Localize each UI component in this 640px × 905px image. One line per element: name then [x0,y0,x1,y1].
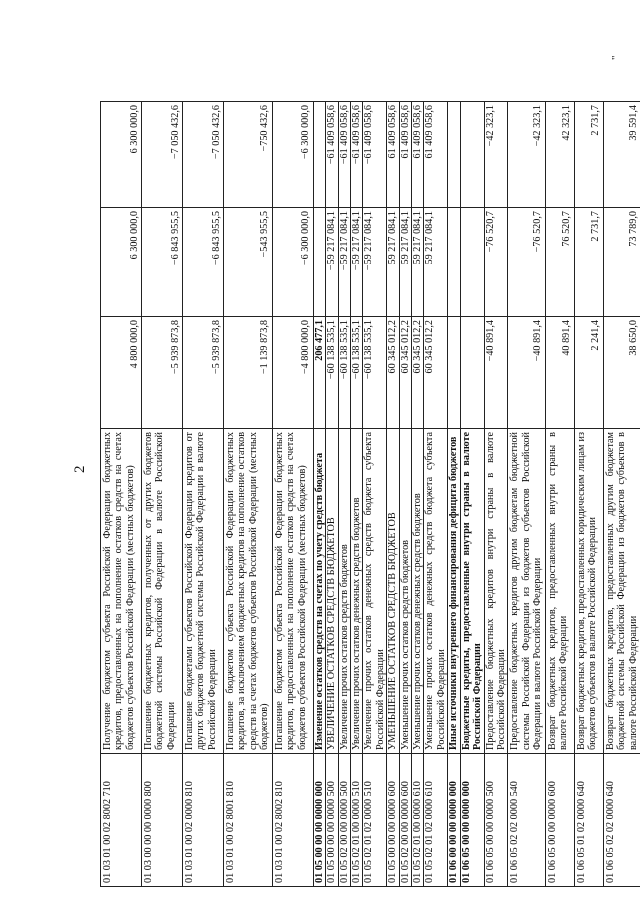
name-cell: Погашение бюджетом субъекта Российской Федерации бюджетных кредитов, за исключением бюджетных кредитов на пополнение остатков средств на счетах бюджетов субъектов Российской Федерации (местных бюджетов) [224,429,273,754]
value-cell-2: 76 520,7 [545,208,574,317]
value-cell-1 [448,317,460,429]
table-row [424,102,448,887]
value-cell-2 [460,208,484,317]
value-cell-1: −5 939 873,8 [142,317,183,429]
value-cell-2: 59 217 084,1 [399,208,411,317]
code-cell: 01 05 02 01 02 0000 510 [363,754,387,887]
code-cell: 01 03 01 00 02 8001 810 [224,754,273,887]
code-cell: 01 06 05 02 02 0000 640 [603,754,640,887]
table-row [448,102,460,887]
name-cell: Погашение бюджетных кредитов, полученных от других бюджетов бюджетной системы Российской Федерации в валюте Российской Федерации [142,429,183,754]
value-cell-3: −7 050 432,6 [183,102,224,208]
value-cell-2: −59 217 084,1 [326,208,338,317]
value-cell-2: 73 789,0 [603,208,640,317]
code-cell: 01 05 02 01 00 0000 610 [412,754,424,887]
value-cell-3: 61 409 058,6 [412,102,424,208]
value-cell-3: 61 409 058,6 [399,102,411,208]
table-row [574,102,603,887]
value-cell-2: 2 731,7 [574,208,603,317]
name-cell: Уменьшение прочих остатков денежных средств бюджета субъекта Российской Федерации [424,429,448,754]
table-row [101,102,142,887]
value-cell-2: −76 520,7 [508,208,545,317]
table-row [387,102,399,887]
code-cell: 01 05 02 01 02 0000 610 [424,754,448,887]
name-cell: Возврат бюджетных кредитов, предоставленных другим бюджетам бюджетной системы Российской Федерации из бюджетов субъектов в валюте Российской Федерации [603,429,640,754]
name-cell: УМЕНЬШЕНИЕ ОСТАТКОВ СРЕДСТВ БЮДЖЕТОВ [387,429,399,754]
value-cell-1: −40 891,4 [508,317,545,429]
value-cell-2: −59 217 084,1 [350,208,362,317]
value-cell-1: −5 939 873,8 [183,317,224,429]
name-cell: Увеличение прочих остатков денежных средств бюджетов [350,429,362,754]
name-cell: Погашение бюджетом субъекта Российской Федерации бюджетных кредитов, предоставленных на пополнение остатков средств на счетах бюджетов субъектов Российской Федерации (местных бюджетов) [272,429,313,754]
code-cell: 01 06 00 00 00 0000 000 [448,754,460,887]
table-row [399,102,411,887]
value-cell-3: −61 409 058,6 [326,102,338,208]
name-cell: Предоставление бюджетных кредитов другим бюджетам бюджетной системы Российской Федерации из бюджетов субъектов Российской Федерации в валюте Российской Федерации [508,429,545,754]
name-cell: Уменьшение прочих остатков денежных средств бюджетов [412,429,424,754]
value-cell-3: 61 409 058,6 [424,102,448,208]
table-row [350,102,362,887]
code-cell: 01 06 05 01 02 0000 640 [574,754,603,887]
value-cell-2: −6 843 955,5 [183,208,224,317]
value-cell-1: 60 345 012,2 [387,317,399,429]
value-cell-2 [448,208,460,317]
value-cell-3: −6 300 000,0 [272,102,313,208]
name-cell: Увеличение прочих остатков средств бюджетов [338,429,350,754]
table-row [272,102,313,887]
value-cell-1: −40 891,4 [484,317,508,429]
table-row [484,102,508,887]
code-cell: 01 05 00 00 00 0000 000 [313,754,325,887]
value-cell-3: −42 323,1 [508,102,545,208]
code-cell: 01 05 02 00 00 0000 500 [338,754,350,887]
value-cell-1: 38 650,0 [603,317,640,429]
value-cell-2: 59 217 084,1 [387,208,399,317]
name-cell: Уменьшение прочих остатков средств бюджетов [399,429,411,754]
value-cell-2: −6 300 000,0 [272,208,313,317]
value-cell-2: −59 217 084,1 [363,208,387,317]
value-cell-2: −543 955,5 [224,208,273,317]
table-row [603,102,640,887]
name-cell: Предоставление бюджетных кредитов внутри страны в валюте Российской Федерации [484,429,508,754]
table-row [326,102,338,887]
name-cell: Возврат бюджетных кредитов, предоставленных внутри страны в валюте Российской Федерации [545,429,574,754]
value-cell-1: −4 800 000,0 [272,317,313,429]
name-cell: Увеличение прочих остатков денежных средств бюджета субъекта Российской Федерации [363,429,387,754]
name-cell: Иные источники внутреннего финансирования дефицита бюджетов [448,429,460,754]
value-cell-1: −60 138 535,1 [338,317,350,429]
name-cell: Бюджетные кредиты, предоставленные внутри страны в валюте Российской Федерации [460,429,484,754]
code-cell: 01 06 05 00 00 0000 500 [484,754,508,887]
value-cell-3: −7 050 432,6 [142,102,183,208]
value-cell-1: 60 345 012,2 [424,317,448,429]
value-cell-1: 60 345 012,2 [412,317,424,429]
value-cell-2: −59 217 084,1 [338,208,350,317]
value-cell-2: −76 520,7 [484,208,508,317]
code-cell: 01 06 05 02 02 0000 540 [508,754,545,887]
value-cell-1: 60 345 012,2 [399,317,411,429]
code-cell: 01 05 00 00 00 0000 500 [326,754,338,887]
code-cell: 01 05 02 01 00 0000 510 [350,754,362,887]
table-row [508,102,545,887]
code-cell: 01 03 01 00 02 0000 810 [183,754,224,887]
value-cell-3: 61 409 058,6 [387,102,399,208]
value-cell-3: −750 432,6 [224,102,273,208]
page-number: 2 [72,465,88,473]
table-row [412,102,424,887]
code-cell: 01 03 00 00 00 0000 800 [142,754,183,887]
name-cell: Изменение остатков средств на счетах по учету средств бюджета [313,429,325,754]
value-cell-3: −61 409 058,6 [363,102,387,208]
value-cell-3: 39 591,4 [603,102,640,208]
table-row [313,102,325,887]
value-cell-3 [460,102,484,208]
value-cell-3: −61 409 058,6 [338,102,350,208]
value-cell-1: −60 138 535,1 [350,317,362,429]
table-row [224,102,273,887]
value-cell-2 [313,208,325,317]
value-cell-1: 2 241,4 [574,317,603,429]
budget-sources-table [100,101,640,887]
table-row [460,102,484,887]
value-cell-1: −1 139 873,8 [224,317,273,429]
value-cell-1: 206 477,1 [313,317,325,429]
value-cell-2: −6 843 955,5 [142,208,183,317]
table-row [183,102,224,887]
name-cell: УВЕЛИЧЕНИЕ ОСТАТКОВ СРЕДСТВ БЮДЖЕТОВ [326,429,338,754]
name-cell: Погашение бюджетами субъектов Российской Федерации кредитов от других бюджетов бюджетной системы Российской Федерации в валюте Российской Федерации [183,429,224,754]
value-cell-1 [460,317,484,429]
value-cell-1: −60 138 535,1 [326,317,338,429]
code-cell: 01 03 01 00 02 8002 810 [272,754,313,887]
value-cell-3 [448,102,460,208]
value-cell-3: −42 323,1 [484,102,508,208]
value-cell-2: 6 300 000,0 [101,208,142,317]
name-cell: Возврат бюджетных кредитов, предоставленных юридическим лицам из бюджетов субъектов в валюте Российской Федерации [574,429,603,754]
value-cell-2: 59 217 084,1 [412,208,424,317]
value-cell-1: −60 138 535,1 [363,317,387,429]
table-row [545,102,574,887]
table-row [338,102,350,887]
value-cell-1: 40 891,4 [545,317,574,429]
value-cell-3 [313,102,325,208]
table-row [142,102,183,887]
value-cell-3: 42 323,1 [545,102,574,208]
value-cell-2: 59 217 084,1 [424,208,448,317]
code-cell: 01 06 05 00 00 0000 000 [460,754,484,887]
code-cell: 01 05 00 00 00 0000 600 [387,754,399,887]
code-cell: 01 05 02 00 00 0000 600 [399,754,411,887]
value-cell-3: 6 300 000,0 [101,102,142,208]
table-row [363,102,387,887]
page-mark: " [610,55,622,60]
code-cell: 01 03 01 00 02 8002 710 [101,754,142,887]
value-cell-1: 4 800 000,0 [101,317,142,429]
name-cell: Получение бюджетом субъекта Российской Федерации бюджетных кредитов, предоставленных на пополнение остатков средств на счетах бюджетов субъектов Российской Федерации (местных бюджетов) [101,429,142,754]
code-cell: 01 06 05 00 00 0000 600 [545,754,574,887]
value-cell-3: −61 409 058,6 [350,102,362,208]
value-cell-3: 2 731,7 [574,102,603,208]
